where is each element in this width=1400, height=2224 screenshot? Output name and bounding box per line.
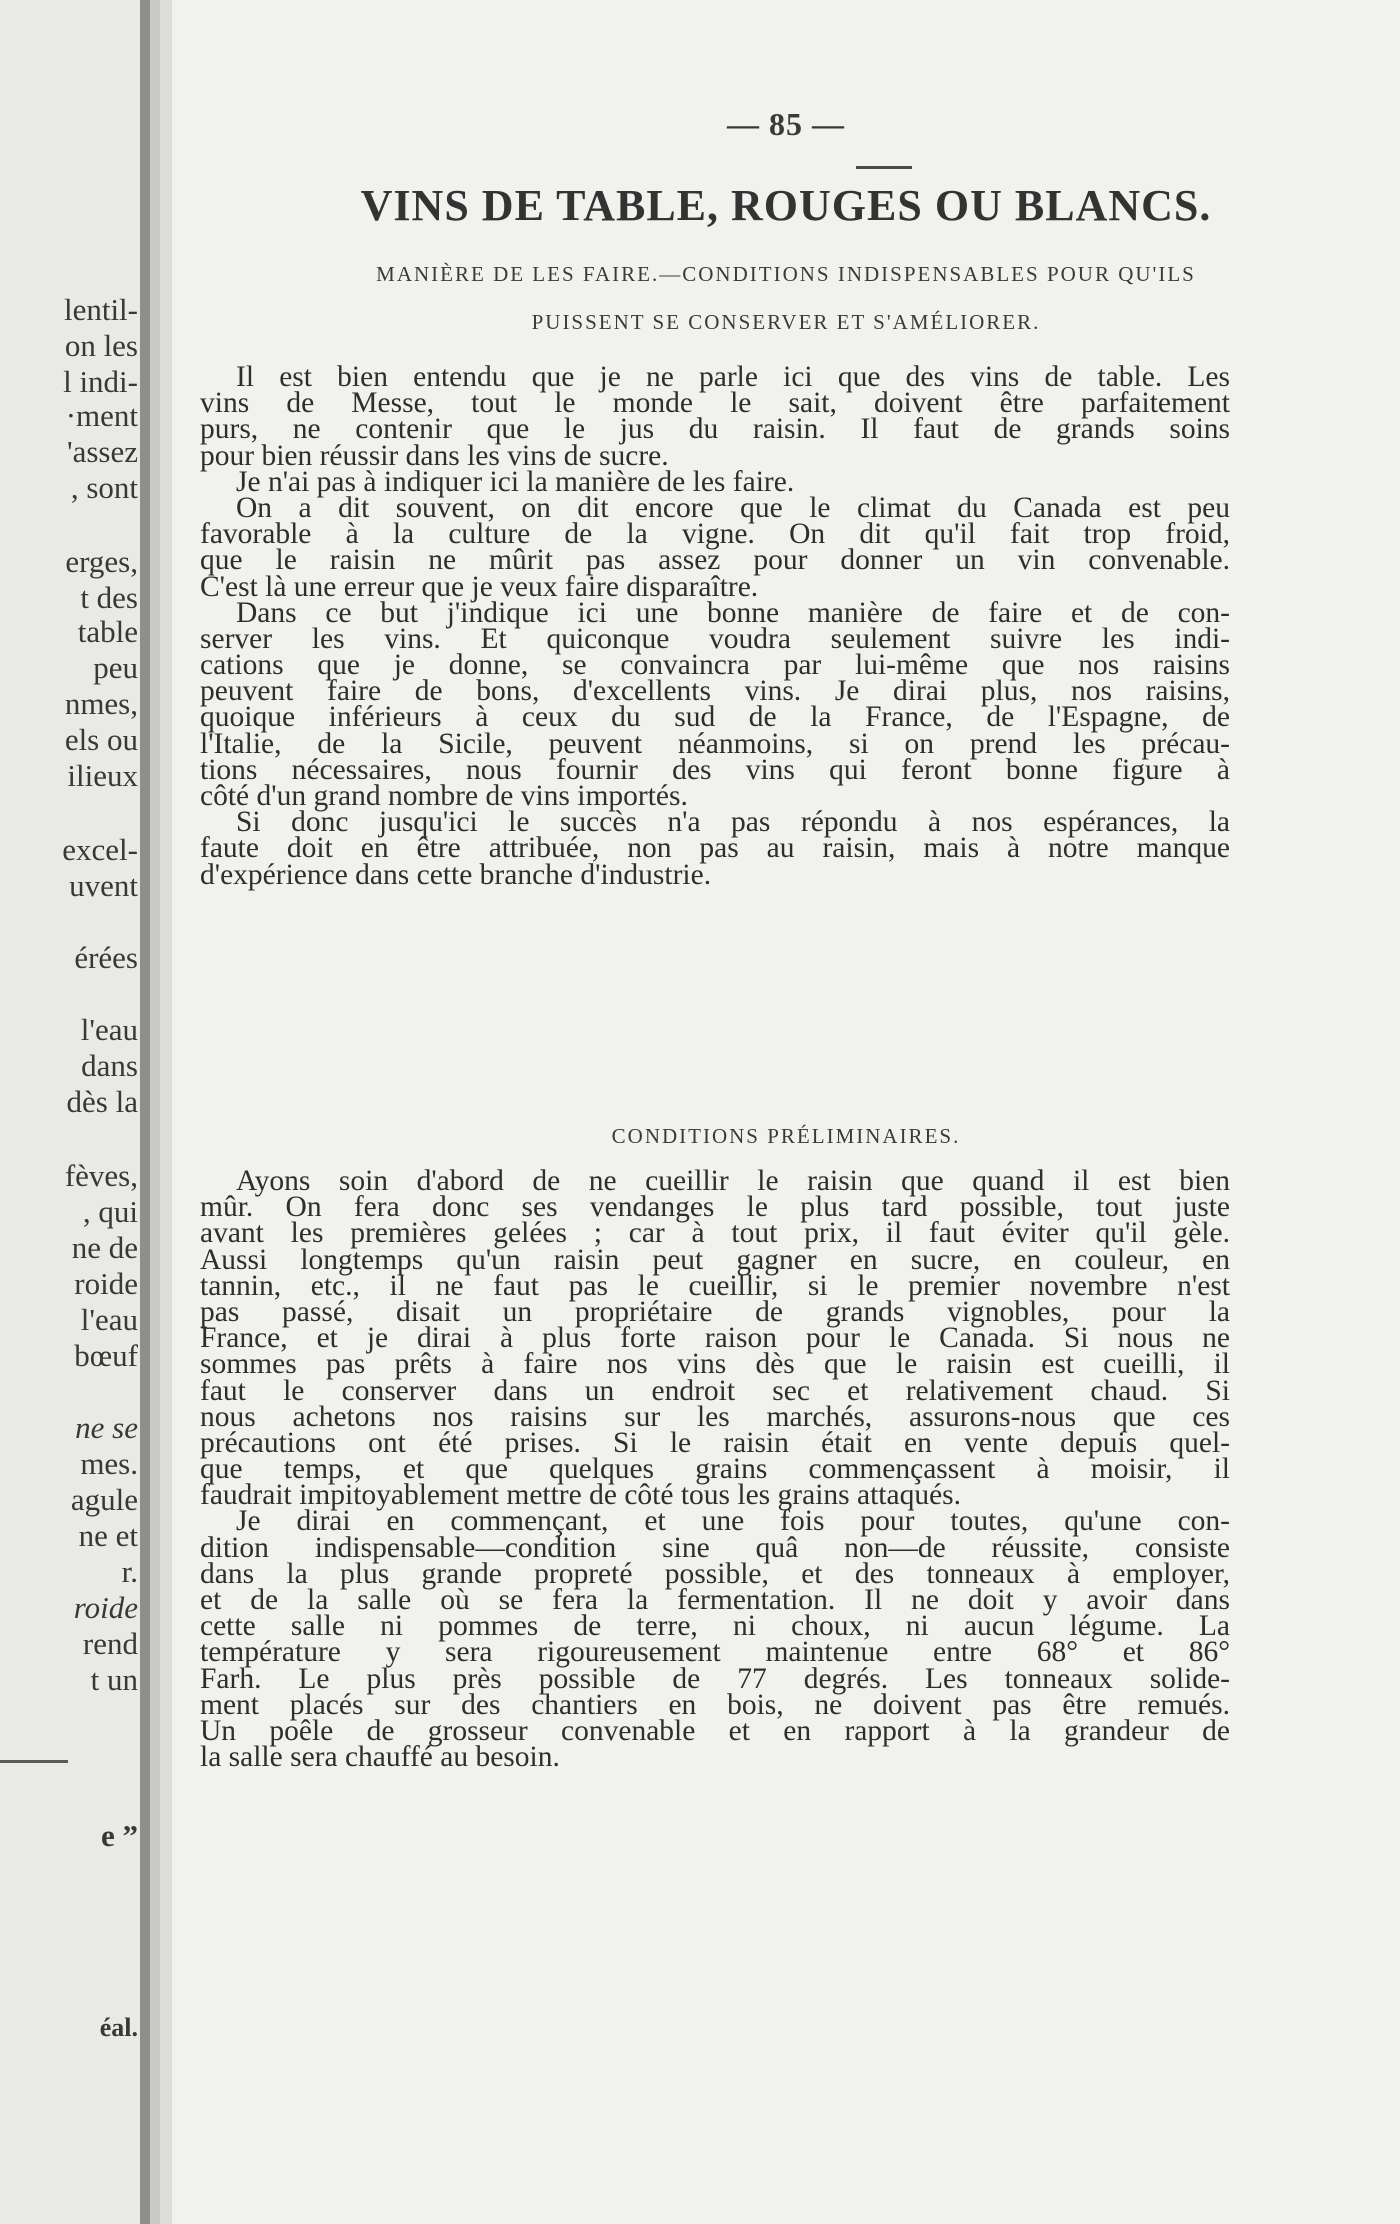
body-text-line: Dans ce but j'indique ici une bonne manière de faire et de con- bbox=[236, 596, 1230, 629]
body-text-line: nous achetons nos raisins sur les marchés, assurons-nous que ces bbox=[200, 1400, 1230, 1433]
left-margin-line: nmes, bbox=[64, 686, 138, 721]
left-margin-line: r. bbox=[121, 1554, 138, 1589]
section-heading: CONDITIONS PRÉLIMINAIRES. bbox=[611, 1124, 961, 1148]
left-margin-line: peu bbox=[93, 650, 138, 685]
body-text-line: Je dirai en commençant, et une fois pour toutes, qu'une con- bbox=[236, 1505, 1230, 1538]
body-text-line: dition indispensable—condition sine quâ non—de réussite, consiste bbox=[200, 1531, 1230, 1564]
body-text-line: tions nécessaires, nous fournir des vins qui feront bonne figure à bbox=[200, 753, 1230, 786]
body-text-line: faudrait impitoyablement mettre de côté tous les grains attaqués. bbox=[200, 1479, 962, 1512]
body-text-line: que le raisin ne mûrit pas assez pour donner un vin convenable. bbox=[200, 544, 1230, 577]
body-text-line: mûr. On fera donc ses vendanges le plus tard possible, tout juste bbox=[200, 1191, 1230, 1224]
left-margin-line: ne se bbox=[75, 1410, 138, 1445]
left-margin-line: t des bbox=[80, 580, 138, 615]
body-text-line: Il est bien entendu que je ne parle ici que des vins de table. Les bbox=[236, 361, 1230, 393]
book-gutter bbox=[150, 0, 160, 2224]
subtitle-line: MANIÈRE DE LES FAIRE.—CONDITIONS INDISPENSABLES POUR QU'ILS bbox=[376, 262, 1196, 286]
left-margin-line: ne de bbox=[71, 1230, 138, 1265]
page-number: — 85 — bbox=[727, 106, 845, 142]
body-text-line: quoique inférieurs à ceux du sud de la France, de l'Espagne, de bbox=[200, 701, 1230, 734]
left-margin-line: roide bbox=[73, 1590, 138, 1625]
book-gutter bbox=[140, 0, 150, 2224]
left-margin-line: l'eau bbox=[80, 1012, 138, 1047]
body-text-line: faut le conserver dans un endroit sec et relativement chaud. Si bbox=[200, 1374, 1230, 1407]
body-text-line: sommes pas prêts à faire nos vins dès que le raisin est cueilli, il bbox=[200, 1348, 1230, 1381]
left-margin-line: lentil- bbox=[63, 292, 138, 327]
left-margin-line: els ou bbox=[64, 722, 138, 757]
body-text-line: dans la plus grande propreté possible, et des tonneaux à employer, bbox=[200, 1557, 1230, 1590]
left-margin-line: ·ment bbox=[65, 398, 138, 433]
left-margin-line: , sont bbox=[70, 470, 138, 505]
body-text-line: peuvent faire de bons, d'excellents vins. Je dirai plus, nos raisins, bbox=[200, 675, 1230, 708]
left-margin-line: fèves, bbox=[64, 1158, 138, 1193]
left-margin-line: érées bbox=[74, 940, 138, 975]
page-number-rule bbox=[856, 166, 912, 169]
page bbox=[172, 0, 1400, 2224]
left-margin-line: 'assez bbox=[67, 434, 138, 469]
left-margin-line: rend bbox=[82, 1626, 138, 1661]
left-margin-line: l indi- bbox=[63, 364, 138, 399]
left-margin-line: éal. bbox=[99, 2013, 138, 2042]
body-text-line: pour bien réussir dans les vins de sucre. bbox=[200, 439, 669, 472]
body-paragraphs-intro bbox=[200, 361, 1230, 891]
left-margin-line: e ” bbox=[100, 1818, 138, 1853]
body-paragraphs-conditions bbox=[200, 1165, 1230, 1774]
body-text-line: cations que je donne, se convaincra par lui-même que nos raisins bbox=[200, 649, 1230, 682]
left-margin-line: dans bbox=[81, 1048, 138, 1083]
body-text-line: précautions ont été prises. Si le raisin était en vente depuis quel- bbox=[200, 1426, 1230, 1459]
body-text-line: Je n'ai pas à indiquer ici la manière de les faire. bbox=[236, 465, 795, 498]
body-text-line: cette salle ni pommes de terre, ni choux, ni aucun légume. La bbox=[200, 1610, 1230, 1643]
body-text-line: vins de Messe, tout le monde le sait, doivent être parfaitement bbox=[200, 387, 1230, 420]
body-text-line: On a dit souvent, on dit encore que le climat du Canada est peu bbox=[236, 491, 1230, 524]
body-text-line: et de la salle où se fera la fermentation. Il ne doit y avoir dans bbox=[200, 1584, 1230, 1616]
body-text-line: server les vins. Et quiconque voudra seulement suivre les indi- bbox=[200, 622, 1230, 655]
page-title: VINS DE TABLE, ROUGES OU BLANCS. bbox=[360, 181, 1212, 230]
left-margin-line: agule bbox=[70, 1482, 138, 1517]
book-gutter bbox=[160, 0, 172, 2224]
left-margin-line: erges, bbox=[65, 544, 138, 579]
body-text-line: France, et je dirai à plus forte raison pour le Canada. Si nous ne bbox=[200, 1322, 1230, 1355]
left-rule bbox=[0, 1760, 68, 1763]
left-margin-line: ilieux bbox=[67, 758, 138, 793]
body-text-line: C'est là une erreur que je veux faire disparaître. bbox=[200, 570, 759, 603]
left-margin-line: roide bbox=[74, 1266, 138, 1301]
body-text-line: Ayons soin d'abord de ne cueillir le raisin que quand il est bien bbox=[236, 1165, 1230, 1197]
body-text-line: Un poêle de grosseur convenable et en rapport à la grandeur de bbox=[200, 1714, 1230, 1747]
left-margin-line: uvent bbox=[69, 868, 138, 903]
body-text-line: faute doit en être attribuée, non pas au raisin, mais à notre manque bbox=[200, 832, 1230, 865]
left-margin-line: , qui bbox=[82, 1194, 138, 1229]
left-margin-line: excel- bbox=[62, 832, 138, 867]
body-text-line: tannin, etc., il ne faut pas le cueillir, si le premier novembre n'est bbox=[200, 1269, 1230, 1302]
body-text-line: purs, ne contenir que le jus du raisin. Il faut de grands soins bbox=[200, 413, 1230, 446]
body-text-line: avant les premières gelées ; car à tout prix, il faut éviter qu'il gèle. bbox=[200, 1217, 1230, 1250]
body-text-line: Aussi longtemps qu'un raisin peut gagner en sucre, en couleur, en bbox=[200, 1243, 1230, 1276]
left-margin-line: table bbox=[77, 614, 138, 649]
left-margin-line: bœuf bbox=[74, 1338, 138, 1373]
left-margin-line: on les bbox=[64, 328, 138, 363]
body-text-line: pas passé, disait un propriétaire de grands vignobles, pour la bbox=[200, 1295, 1230, 1328]
left-margin-line: t un bbox=[90, 1662, 138, 1697]
body-text-line: Farh. Le plus près possible de 77 degrés. Les tonneaux solide- bbox=[200, 1662, 1230, 1695]
body-text-line: d'expérience dans cette branche d'industrie. bbox=[200, 858, 712, 891]
left-margin-line: l'eau bbox=[80, 1302, 138, 1337]
left-page-fragment bbox=[0, 0, 150, 2224]
body-text-line: favorable à la culture de la vigne. On dit qu'il fait trop froid, bbox=[200, 518, 1230, 551]
body-text-line: que temps, et que quelques grains commençassent à moisir, il bbox=[200, 1453, 1230, 1486]
body-text-line: l'Italie, de la Sicile, peuvent néanmoins, si on prend les précau- bbox=[200, 727, 1230, 760]
subtitle-line: PUISSENT SE CONSERVER ET S'AMÉLIORER. bbox=[531, 310, 1041, 334]
body-text-line: la salle sera chauffé au besoin. bbox=[200, 1741, 560, 1774]
left-margin-line: mes. bbox=[80, 1446, 138, 1481]
body-text-line: température y sera rigoureusement maintenue entre 68° et 86° bbox=[200, 1636, 1230, 1669]
body-text-line: Si donc jusqu'ici le succès n'a pas répondu à nos espérances, la bbox=[236, 806, 1230, 839]
body-text-line: ment placés sur des chantiers en bois, ne doivent pas être remués. bbox=[200, 1688, 1230, 1721]
left-margin-line: dès la bbox=[66, 1084, 138, 1119]
body-text-line: côté d'un grand nombre de vins importés. bbox=[200, 780, 688, 812]
left-margin-line: ne et bbox=[78, 1518, 138, 1553]
